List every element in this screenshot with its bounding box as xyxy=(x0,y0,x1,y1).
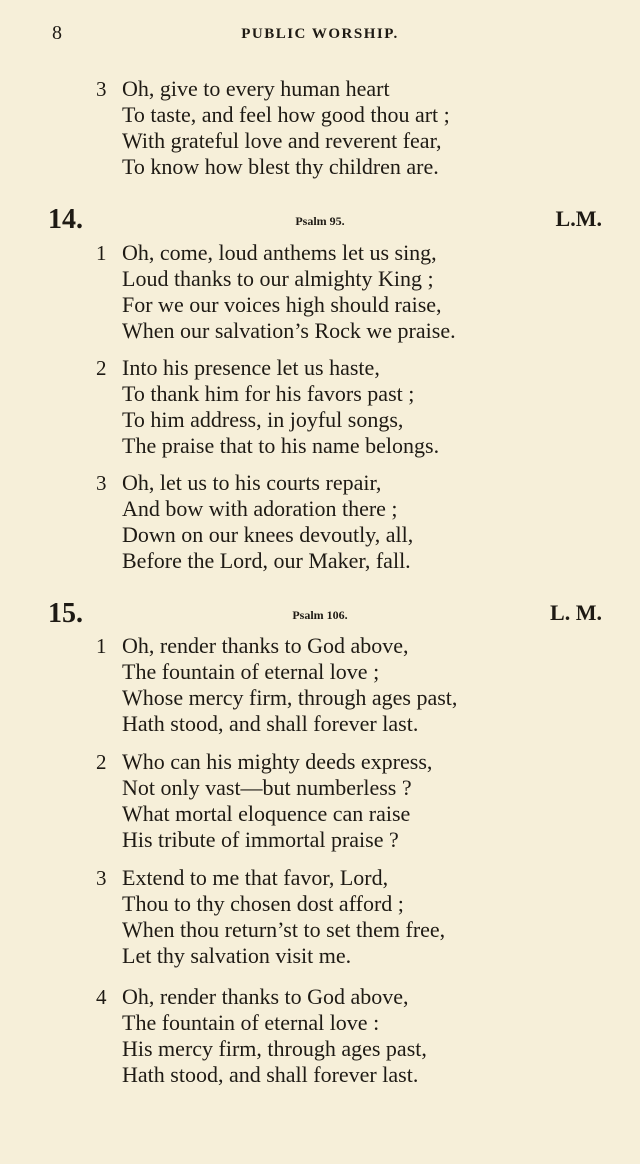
verse-line: Hath stood, and shall forever last. xyxy=(122,1062,419,1087)
stanza-number: 2 xyxy=(96,356,107,380)
hymn-number: 14. xyxy=(48,204,83,235)
hymn-meter: L. M. xyxy=(550,600,602,625)
verse-line: When thou return’st to set them free, xyxy=(122,917,446,942)
verse-line: Not only vast—but numberless ? xyxy=(122,775,412,800)
verse-line: When our salvation’s Rock we praise. xyxy=(122,318,456,343)
verse-line: To know how blest thy children are. xyxy=(122,154,439,179)
verse-line: His tribute of immortal praise ? xyxy=(122,827,399,852)
verse-line: The fountain of eternal love ; xyxy=(122,659,380,684)
stanza-number: 2 xyxy=(96,750,107,774)
stanza-number: 3 xyxy=(96,77,107,101)
stanza-number: 3 xyxy=(96,866,107,890)
verse-line: Let thy salvation visit me. xyxy=(122,943,352,968)
verse-line: Extend to me that favor, Lord, xyxy=(122,865,389,890)
verse-line: To taste, and feel how good thou art ; xyxy=(122,102,450,127)
verse-line: Into his presence let us haste, xyxy=(122,355,380,380)
verse-line: Oh, render thanks to God above, xyxy=(122,984,409,1009)
running-head: PUBLIC WORSHIP. xyxy=(241,26,399,42)
stanza-number: 4 xyxy=(96,985,107,1009)
verse-line: His mercy firm, through ages past, xyxy=(122,1036,427,1061)
verse-line: Thou to thy chosen dost afford ; xyxy=(122,891,404,916)
verse-line: To thank him for his favors past ; xyxy=(122,381,415,406)
verse-line: Oh, let us to his courts repair, xyxy=(122,470,382,495)
verse-line: Oh, render thanks to God above, xyxy=(122,633,409,658)
hymn-source: Psalm 95. xyxy=(295,214,345,228)
verse-line: The praise that to his name belongs. xyxy=(122,433,440,458)
hymn-number: 15. xyxy=(48,598,83,629)
verse-line: Hath stood, and shall forever last. xyxy=(122,711,419,736)
verse-line: To him address, in joyful songs, xyxy=(122,407,404,432)
verse-line: Before the Lord, our Maker, fall. xyxy=(122,548,411,573)
hymn-header-14 xyxy=(0,204,640,238)
hymn-meter: L.M. xyxy=(555,206,602,231)
verse-line: What mortal eloquence can raise xyxy=(122,801,411,826)
stanza-number: 1 xyxy=(96,634,107,658)
verse-line: Whose mercy firm, through ages past, xyxy=(122,685,458,710)
verse-line: Oh, give to every human heart xyxy=(122,76,390,101)
stanza-number: 3 xyxy=(96,471,107,495)
verse-line: Loud thanks to our almighty King ; xyxy=(122,266,434,291)
hymn-header-15 xyxy=(0,598,640,632)
verse-line: With grateful love and reverent fear, xyxy=(122,128,442,153)
verse-line: The fountain of eternal love : xyxy=(122,1010,380,1035)
stanza-number: 1 xyxy=(96,241,107,265)
verse-line: Oh, come, loud anthems let us sing, xyxy=(122,240,437,265)
verse-line: And bow with adoration there ; xyxy=(122,496,398,521)
page-number: 8 xyxy=(52,22,62,44)
hymn-source: Psalm 106. xyxy=(292,608,348,622)
verse-line: Down on our knees devoutly, all, xyxy=(122,522,414,547)
verse-line: Who can his mighty deeds express, xyxy=(122,749,433,774)
verse-line: For we our voices high should raise, xyxy=(122,292,442,317)
